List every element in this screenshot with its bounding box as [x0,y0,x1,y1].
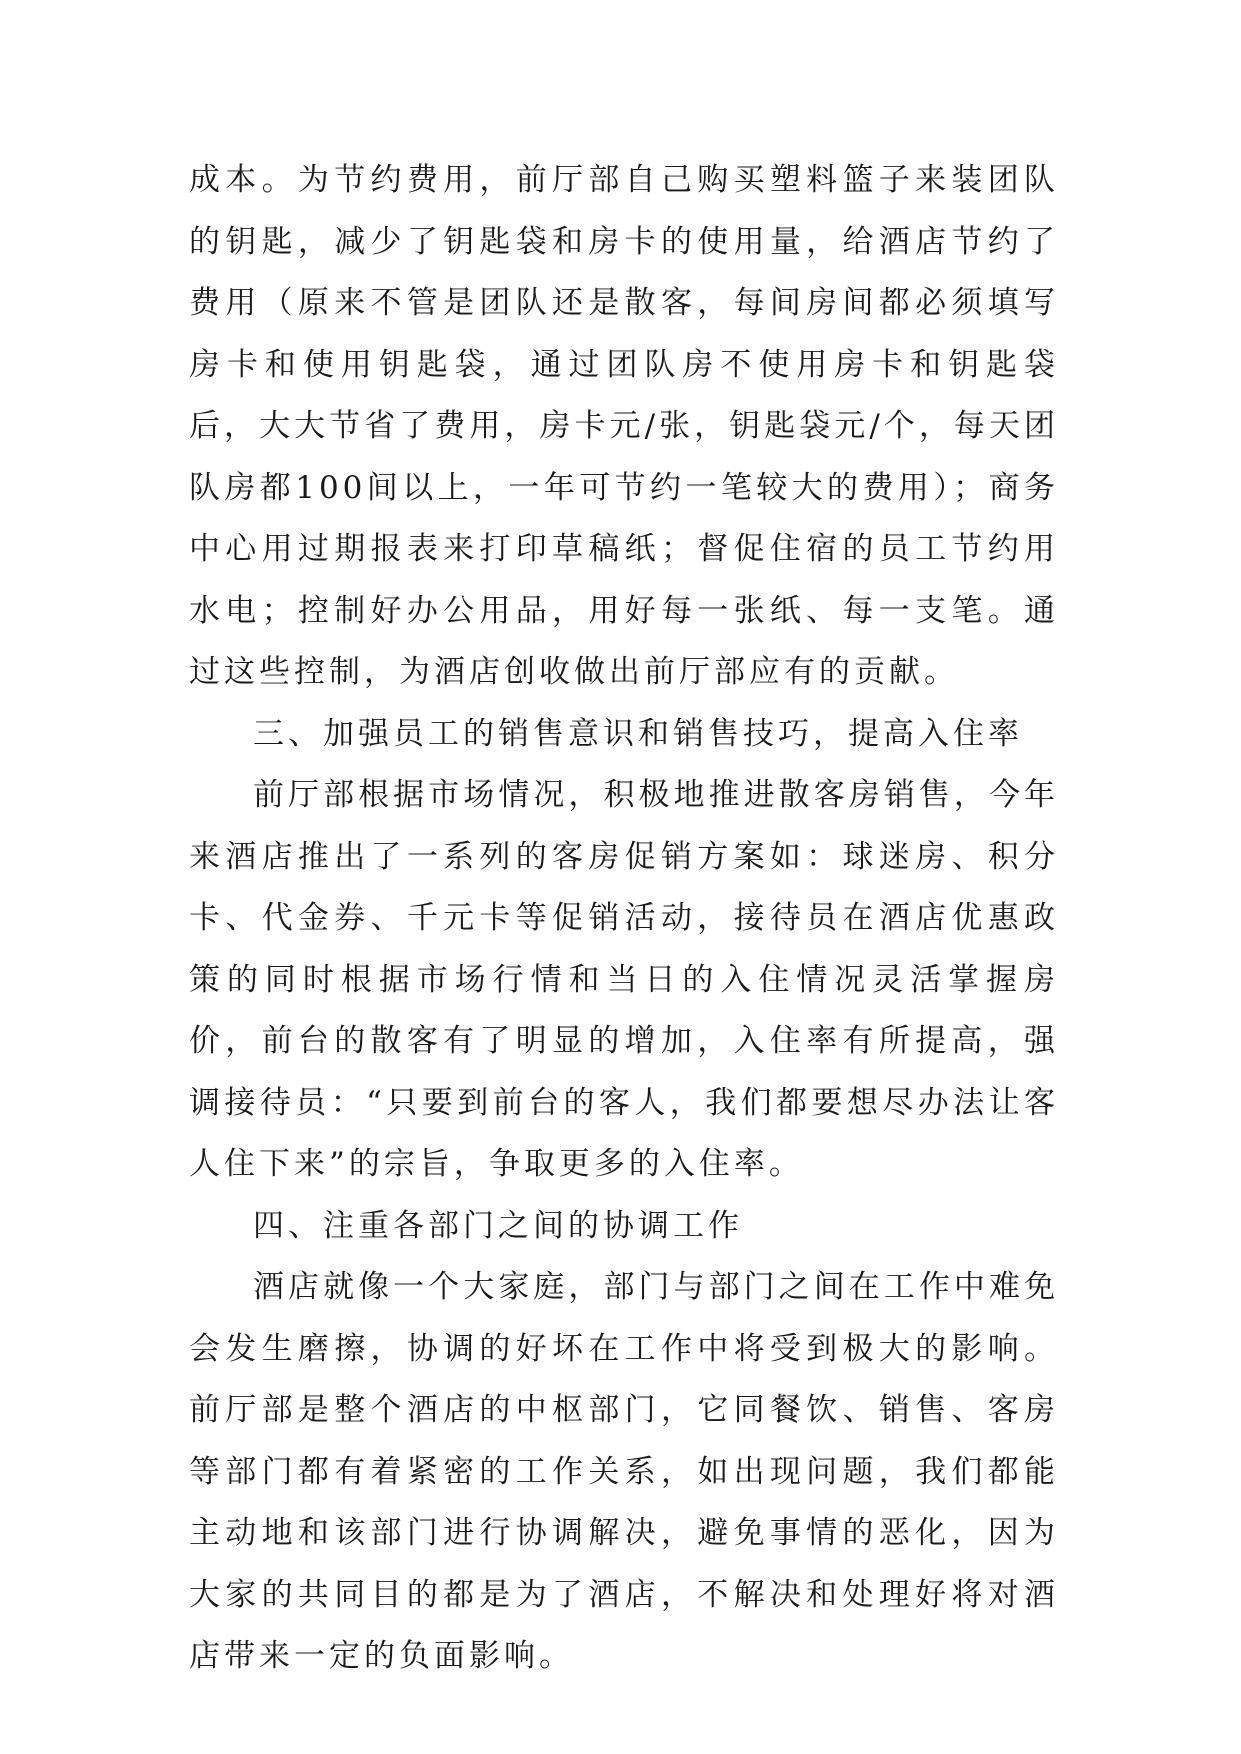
paragraph-cost-saving: 成本。为节约费用，前厅部自己购买塑料篮子来装团队的钥匙，减少了钥匙袋和房卡的使用量，给酒店节约了费用（原来不管是团队还是散客，每间房间都必须填写房卡和使用钥匙袋，通过团队房不使用房卡和钥匙袋后，大大节省了费用，房卡元/张，钥匙袋元/个，每天团队房都100间以上，一年可节约一笔较大的费用）；商务中心用过期报表来打印草稿纸；督促住宿的员工节约用水电；控制好办公用品，用好每一张纸、每一支笔。通过这些控制，为酒店创收做出前厅部应有的贡献。 [189,162,1059,690]
document-body [189,150,1059,1688]
section-heading-coordination: 四、注重各部门之间的协调工作 [253,1207,743,1244]
section-heading-sales: 三、加强员工的销售意识和销售技巧，提高入住率 [253,715,1023,752]
paragraph-sales: 前厅部根据市场情况，积极地推进散客房销售，今年来酒店推出了一系列的客房促销方案如：球迷房、积分卡、代金券、千元卡等促销活动，接待员在酒店优惠政策的同时根据市场行情和当日的入住情况灵活掌握房价，前台的散客有了明显的增加，入住率有所提高，强调接待员：“只要到前台的客人，我们都要想尽办法让客人住下来”的宗旨，争取更多的入住率。 [189,777,1059,1182]
paragraph-coordination: 酒店就像一个大家庭，部门与部门之间在工作中难免会发生磨擦，协调的好坏在工作中将受到极大的影响。前厅部是整个酒店的中枢部门，它同餐饮、销售、客房等部门都有着紧密的工作关系，如出现问题，我们都能主动地和该部门进行协调解决，避免事情的恶化，因为大家的共同目的都是为了酒店，不解决和处理好将对酒店带来一定的负面影响。 [189,1269,1059,1674]
